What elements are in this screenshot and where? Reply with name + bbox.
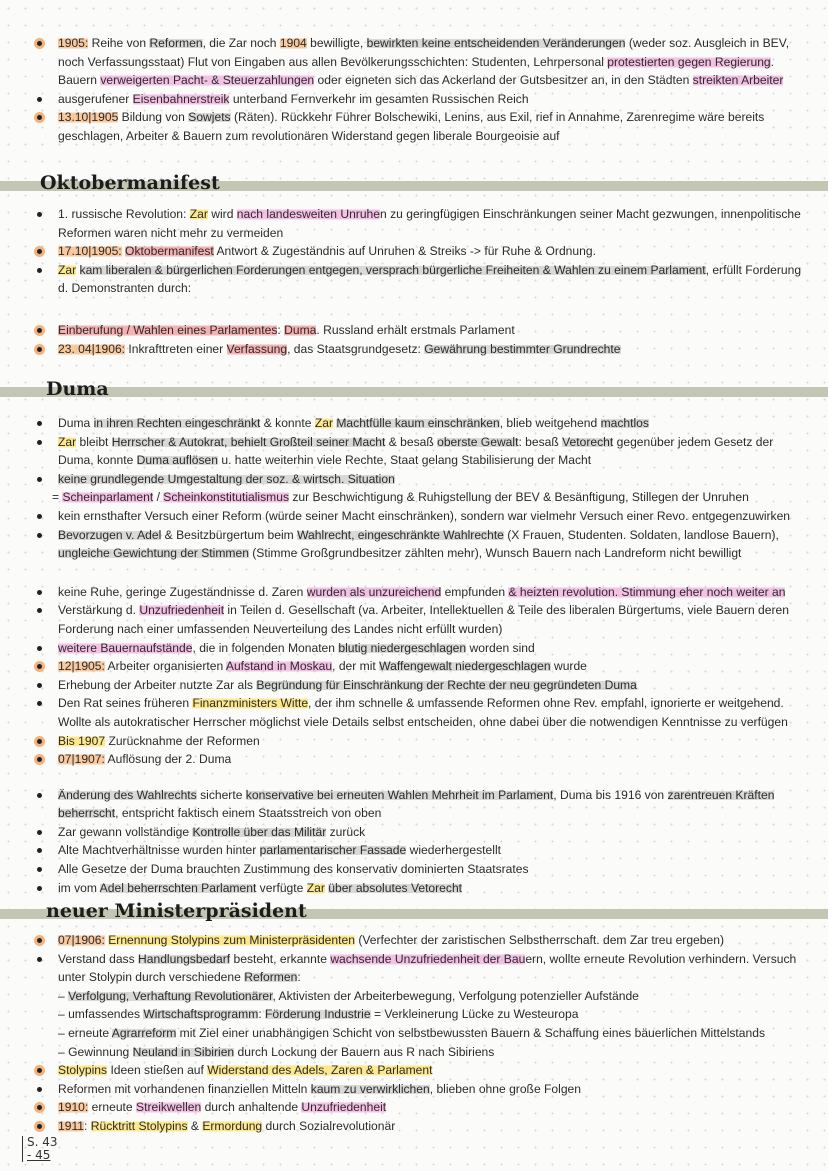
intro-list bbox=[0, 34, 828, 146]
list-item bbox=[0, 786, 828, 823]
text-segment: ausgerufener bbox=[58, 91, 133, 106]
text-segment: Erhebung der Arbeiter nutzte Zar als bbox=[58, 677, 257, 692]
pink-highlight: Scheinparlament bbox=[62, 490, 154, 505]
text-segment: Verstärkung d. bbox=[58, 603, 140, 618]
duma-list bbox=[0, 414, 828, 897]
list-item bbox=[0, 1117, 828, 1136]
grey-highlight: über absolutes Vetorecht bbox=[328, 880, 463, 895]
list-item bbox=[0, 841, 828, 860]
text-segment: , der ihm schnelle & umfassende Reformen ohne Rev. empfahl, ignorierte er weitgehend. Wollte als autokratischer Herrscher möglichst viele Details selbst entscheiden, ohne dabei über die notwendigen Kenntnisse zu verfügen bbox=[58, 696, 788, 729]
section-title: neuer Ministerpräsident bbox=[46, 900, 307, 922]
text-segment: Zurücknahme der Reformen bbox=[105, 733, 260, 748]
list-item bbox=[0, 601, 828, 638]
pink-highlight: & heizten revolution. Stimmung eher noch weiter an bbox=[508, 584, 786, 599]
text-segment: Inkrafttreten einer bbox=[125, 341, 227, 356]
text-segment: / bbox=[153, 490, 164, 505]
text-segment: (weder soz. Ausgleich in BEV, noch Verfassungsstaat) Flut von Eingaben aus allen Bevölkerungsschichten: Studenten, Lehrpersonal bbox=[58, 36, 790, 69]
grey-highlight: Bevorzugen v. Adel bbox=[58, 527, 162, 542]
text-segment: : bbox=[258, 1007, 266, 1022]
list-item bbox=[0, 823, 828, 842]
text-segment: n zu geringfügigen Einschränkungen seiner Macht gezwungen, innenpolitische Reformen waren nicht mehr zu vermeiden bbox=[58, 207, 801, 240]
pink-highlight: verweigerten Pacht- & Steuerzahlungen bbox=[100, 73, 315, 88]
text-segment: 1. russische Revolution: bbox=[58, 207, 190, 221]
text-segment: kein ernsthafter Versuch einer Reform (würde seiner Macht einschränken), sondern war vielmehr Versuch einer Revo. entgegenzuwirken bbox=[58, 508, 791, 523]
text-segment: : bbox=[84, 1118, 91, 1133]
orange-highlight: 1904 bbox=[279, 36, 307, 50]
text-segment: (Stimme Großgrundbesitzer zählten mehr), Wunsch Bauern nach Landreform nicht bewilligt bbox=[248, 546, 742, 561]
list-item bbox=[0, 242, 828, 261]
yellow-highlight: Stolypins bbox=[58, 1063, 108, 1078]
text-segment: Auflösung der 2. Duma bbox=[104, 752, 232, 767]
pink-highlight: weitere Bauernaufstände bbox=[58, 640, 193, 655]
yellow-highlight: Ernennung Stolypins zum Ministerpräsidenten bbox=[108, 933, 355, 947]
text-segment: Reihe von bbox=[88, 36, 150, 50]
text-segment: – umfassendes bbox=[58, 1007, 144, 1022]
yellow-highlight: Zar bbox=[306, 880, 325, 895]
text-segment: wird bbox=[207, 207, 237, 221]
orange-highlight: 12|1905: bbox=[58, 659, 105, 674]
reform-subitem bbox=[0, 987, 828, 1006]
orange-highlight: 17.10|1905: bbox=[58, 244, 122, 259]
text-segment: – bbox=[58, 988, 69, 1003]
text-segment: durch Sozialrevolutionär bbox=[262, 1118, 396, 1133]
list-item bbox=[0, 860, 828, 879]
section-header-duma bbox=[0, 373, 828, 409]
yellow-highlight: Ermordung bbox=[202, 1118, 263, 1133]
pink-highlight: streikten Arbeiter bbox=[692, 73, 784, 88]
text-segment: , Duma bis 1916 von bbox=[553, 787, 668, 802]
grey-highlight: in ihren Rechten eingeschränkt bbox=[93, 416, 261, 430]
list-item bbox=[0, 470, 828, 489]
grey-highlight: machtlos bbox=[600, 416, 649, 430]
grey-highlight: Änderung des Wahlrechts bbox=[58, 787, 197, 802]
text-segment: . Russland erhält erstmals Parlament bbox=[316, 322, 515, 337]
text-segment: , die Zar noch bbox=[202, 36, 280, 50]
text-segment: Antwort & Zugeständnis auf Unruhen & Streiks -> für Ruhe & Ordnung. bbox=[213, 244, 596, 259]
list-item bbox=[0, 750, 828, 769]
pink-highlight: wurden als unzureichend bbox=[306, 584, 442, 599]
text-segment: , entspricht faktisch einem Staatsstreich von oben bbox=[115, 806, 382, 821]
text-segment: sicherte bbox=[196, 787, 246, 802]
text-segment: Arbeiter organisierten bbox=[104, 659, 226, 674]
list-item bbox=[0, 1098, 828, 1117]
pink-highlight: Unzufriedenheit bbox=[139, 603, 225, 618]
grey-highlight: oberste Gewalt bbox=[437, 434, 519, 449]
text-segment: in Teilen d. Gesellschaft (va. Arbeiter, Intellektuellen & Teile des liberalen Bürgertums, viele Bauern deren Forderung nach einer umfassenden Neuverteilung des Landes nicht erfüllt wurden) bbox=[58, 603, 789, 636]
text-segment: Ideen stießen auf bbox=[107, 1063, 208, 1078]
list-item bbox=[0, 433, 828, 470]
list-item bbox=[0, 657, 828, 676]
grey-highlight: keine grundlegende Umgestaltung der soz. & wirtsch. Situation bbox=[58, 471, 395, 486]
reform-subitem bbox=[0, 1005, 828, 1024]
pink-highlight: Unzufriedenheit bbox=[301, 1100, 387, 1115]
text-segment: Den Rat seines früheren bbox=[58, 696, 193, 711]
text-segment: & konnte bbox=[260, 416, 315, 430]
grey-highlight: konservative bei erneuten Wahlen Mehrheit im Parlament bbox=[245, 787, 554, 802]
text-segment: im vom bbox=[58, 880, 100, 895]
text-segment: durch Lockung der Bauern aus R nach Sibiriens bbox=[234, 1044, 495, 1059]
text-segment: : bbox=[297, 970, 301, 985]
text-segment: zurück bbox=[326, 824, 366, 839]
text-segment: bewilligte, bbox=[306, 36, 367, 50]
list-item bbox=[0, 931, 828, 950]
text-segment: Duma bbox=[58, 416, 94, 430]
grey-highlight: bewirkten keine entscheidenden Veränderungen bbox=[366, 36, 626, 50]
grey-highlight: Wirtschaftsprogramm bbox=[143, 1007, 259, 1022]
text-segment: erneute bbox=[88, 1100, 137, 1115]
yellow-highlight: Widerstand des Adels, Zaren & Parlament bbox=[207, 1063, 433, 1078]
text-segment: , Aktivisten der Arbeiterbewegung, Verfolgung potenzieller Aufstände bbox=[272, 988, 639, 1003]
orange-highlight: 23. 04|1906: bbox=[58, 341, 126, 356]
grey-highlight: Begründung für Einschränkung der Rechte der neu gegründeten Duma bbox=[256, 677, 637, 692]
ministerpraesident-list bbox=[0, 931, 828, 1136]
list-item bbox=[0, 261, 828, 298]
text-segment: : besaß bbox=[518, 434, 563, 449]
pink-highlight: nach landesweiten Unruhe bbox=[236, 207, 381, 221]
text-segment bbox=[76, 263, 79, 277]
grey-highlight: Adel beherrschten Parlament bbox=[99, 880, 257, 895]
grey-highlight: Förderung Industrie bbox=[265, 1007, 371, 1022]
text-segment: – erneute bbox=[58, 1025, 112, 1040]
list-item bbox=[0, 732, 828, 751]
text-segment: Zar gewann vollständige bbox=[58, 824, 193, 839]
grey-highlight: Kontrolle über das Militär bbox=[192, 824, 327, 839]
grey-highlight: blutig niedergeschlagen bbox=[338, 640, 467, 655]
red-highlight: Oktobermanifest bbox=[125, 244, 214, 259]
grey-highlight: Wahlrecht, eingeschränkte Wahlrechte bbox=[297, 527, 504, 542]
red-highlight: Einberufung / Wahlen eines Parlamentes bbox=[58, 322, 278, 337]
yellow-highlight: Rücktritt Stolypins bbox=[90, 1118, 188, 1133]
text-segment: & Besitzbürgertum beim bbox=[161, 527, 298, 542]
oktobermanifest-list bbox=[0, 205, 828, 358]
yellow-highlight: Zar bbox=[58, 262, 77, 277]
text-segment: Alle Gesetze der Duma brauchten Zustimmung des konservativ dominierten Staatsrates bbox=[58, 862, 529, 877]
page-ref-line: - 45 bbox=[27, 1148, 51, 1162]
list-item bbox=[0, 507, 828, 526]
orange-highlight: 13.10|1905 bbox=[58, 110, 119, 125]
text-segment: u. hatte weiterhin viele Rechte, Staat gelang Stabilisierung der Macht bbox=[218, 453, 592, 468]
orange-highlight: 07|1906: bbox=[58, 933, 105, 947]
grey-highlight: Verfolgung, Verhaftung Revolutionärer bbox=[68, 988, 273, 1003]
text-segment: , die in folgenden Monaten bbox=[192, 640, 339, 655]
text-segment: . Bauern bbox=[58, 54, 775, 88]
text-segment: : bbox=[277, 322, 285, 337]
text-segment: empfunden bbox=[441, 584, 509, 599]
pink-highlight: Eisenbahnerstreik bbox=[132, 91, 230, 106]
grey-highlight: Vetorecht bbox=[562, 434, 614, 449]
list-item bbox=[0, 414, 828, 433]
list-item bbox=[0, 676, 828, 695]
text-segment: , erfüllt Forderung d. Demonstranten durch: bbox=[58, 262, 802, 296]
text-segment: Bildung von bbox=[118, 110, 189, 125]
text-segment: durch anhaltende bbox=[201, 1100, 302, 1115]
text-segment: (Räten). Rückkehr Führer Bolschewiki, Lenins, aus Exil, rief in Annahme, Zarenregime wäre bereits geschlagen, Arbeiter & Bauern zum revolutionären Widerstand gegen liberale Bourgeoisie auf bbox=[58, 110, 765, 143]
grey-highlight: Reformen bbox=[149, 36, 203, 50]
text-segment: , der mit bbox=[332, 659, 380, 674]
text-segment: zur Beschwichtigung & Ruhigstellung der BEV & Besänftigung, Stillegen der Unruhen bbox=[289, 490, 749, 505]
grey-highlight: Neuland in Sibirien bbox=[132, 1044, 235, 1059]
text-segment: Alte Machtverhältnisse wurden hinter bbox=[58, 843, 260, 858]
list-item bbox=[0, 321, 828, 340]
grey-highlight: ungleiche Gewichtung der Stimmen bbox=[58, 546, 249, 561]
text-segment: , blieben ohne große Folgen bbox=[429, 1081, 582, 1096]
list-item bbox=[0, 205, 828, 242]
list-item bbox=[0, 90, 828, 109]
red-highlight: Verfassung bbox=[226, 341, 288, 356]
list-item bbox=[0, 340, 828, 359]
text-segment: = bbox=[52, 490, 63, 505]
list-item bbox=[0, 108, 828, 145]
yellow-highlight: Finanzministers Witte bbox=[192, 696, 309, 711]
list-item bbox=[0, 583, 828, 602]
grey-highlight: Handlungsbedarf bbox=[138, 951, 231, 966]
text-segment: worden sind bbox=[466, 640, 535, 655]
grey-highlight: Duma auflösen bbox=[136, 453, 218, 468]
pink-highlight: protestierten gegen Regierung bbox=[607, 54, 771, 69]
text-segment: (Verfechter der zaristischen Selbstherrschaft. dem Zar treu ergeben) bbox=[354, 933, 724, 947]
section-title: Oktobermanifest bbox=[40, 172, 220, 194]
pink-highlight: Scheinkonstitutialismus bbox=[163, 490, 289, 505]
text-segment: gegenüber jedem Gesetz der Duma, konnte bbox=[58, 434, 774, 468]
list-item bbox=[0, 34, 828, 90]
text-segment: keine Ruhe, geringe Zugeständnisse d. Zaren bbox=[58, 584, 307, 599]
text-segment: Verstand dass bbox=[58, 951, 139, 966]
list-item bbox=[0, 694, 828, 731]
yellow-highlight: Zar bbox=[58, 434, 77, 449]
page-ref-line: S. 43 bbox=[27, 1135, 58, 1149]
reform-subitem bbox=[0, 1043, 828, 1062]
red-highlight: Duma bbox=[284, 322, 317, 337]
section-title: Duma bbox=[46, 378, 109, 400]
orange-highlight: 1905: bbox=[58, 36, 89, 50]
pink-highlight: wachsende Unzufriedenheit der Bau bbox=[330, 951, 526, 966]
orange-highlight: 07|1907: bbox=[58, 752, 105, 767]
grey-highlight: parlamentarischer Fassade bbox=[259, 843, 407, 858]
text-segment: unterband Fernverkehr im gesamten Russischen Reich bbox=[229, 91, 529, 106]
reform-subitem bbox=[0, 1024, 828, 1043]
list-item bbox=[0, 1080, 828, 1099]
section-header-ministerpraesident bbox=[0, 895, 828, 931]
grey-highlight: kam liberalen & bürgerlichen Forderungen entgegen, versprach bürgerliche Freiheiten & Wahlen zu einem Parlament bbox=[79, 262, 706, 277]
text-segment: ern, wollte erneute Revolution verhindern. Versuch unter Stolypin durch verschiedene bbox=[58, 951, 797, 985]
pink-highlight: Aufstand in Moskau bbox=[225, 659, 333, 674]
list-item bbox=[0, 1061, 828, 1080]
list-item bbox=[0, 950, 828, 987]
grey-highlight: kaum zu verwirklichen bbox=[310, 1081, 430, 1096]
header-bar bbox=[0, 387, 828, 397]
text-segment: , das Staatsgrundgesetz: bbox=[287, 341, 425, 356]
page-reference bbox=[22, 1136, 58, 1162]
text-segment: wurde bbox=[550, 659, 587, 674]
grey-highlight: Sowjets bbox=[188, 110, 231, 125]
orange-highlight: 1910: bbox=[58, 1100, 89, 1115]
grey-highlight: Waffengewalt niedergeschlagen bbox=[379, 659, 551, 674]
text-segment: & bbox=[187, 1118, 203, 1133]
list-item bbox=[0, 639, 828, 658]
yellow-highlight: Zar bbox=[189, 207, 208, 221]
text-segment: = Verkleinerung Lücke zu Westeuropa bbox=[370, 1007, 579, 1022]
section-header-oktobermanifest bbox=[0, 167, 828, 203]
text-segment: – Gewinnung bbox=[58, 1044, 133, 1059]
text-segment: mit Ziel einer unabhängigen Schicht von selbstbewussten Bauern & Schaffung eines bäuerlichen Mittelstands bbox=[176, 1025, 766, 1040]
text-segment: Reformen mit vorhandenen finanziellen Mitteln bbox=[58, 1081, 311, 1096]
yellow-highlight: Zar bbox=[314, 416, 333, 430]
text-segment: , blieb weitgehend bbox=[499, 416, 601, 430]
text-segment: (X Frauen, Studenten. Soldaten, landlose Bauern), bbox=[503, 527, 779, 542]
text-segment: oder eigneten sich das Ackerland der Gutsbesitzer an, in den Städten bbox=[314, 73, 693, 88]
grey-highlight: Herrscher & Autokrat, behielt Großteil seiner Macht bbox=[111, 434, 386, 449]
text-segment: besteht, erkannte bbox=[230, 951, 331, 966]
grey-highlight: Machtfülle kaum einschränken bbox=[336, 416, 500, 430]
text-segment: wiederhergestellt bbox=[406, 843, 502, 858]
text-segment: verfügte bbox=[256, 880, 307, 895]
list-subline bbox=[0, 488, 828, 507]
grey-highlight: Reformen bbox=[244, 970, 298, 985]
grey-highlight: zarentreuen Kräften beherrscht bbox=[58, 787, 775, 821]
grey-highlight: Gewährung bestimmter Grundrechte bbox=[424, 341, 621, 356]
pink-highlight: Streikwellen bbox=[136, 1100, 202, 1115]
grey-highlight: Agrarreform bbox=[111, 1025, 177, 1040]
yellow-highlight: Bis 1907 bbox=[58, 733, 106, 748]
text-segment: & besaß bbox=[385, 434, 438, 449]
text-segment: bleibt bbox=[76, 434, 112, 449]
list-item bbox=[0, 526, 828, 563]
orange-highlight: 1911 bbox=[58, 1118, 85, 1133]
